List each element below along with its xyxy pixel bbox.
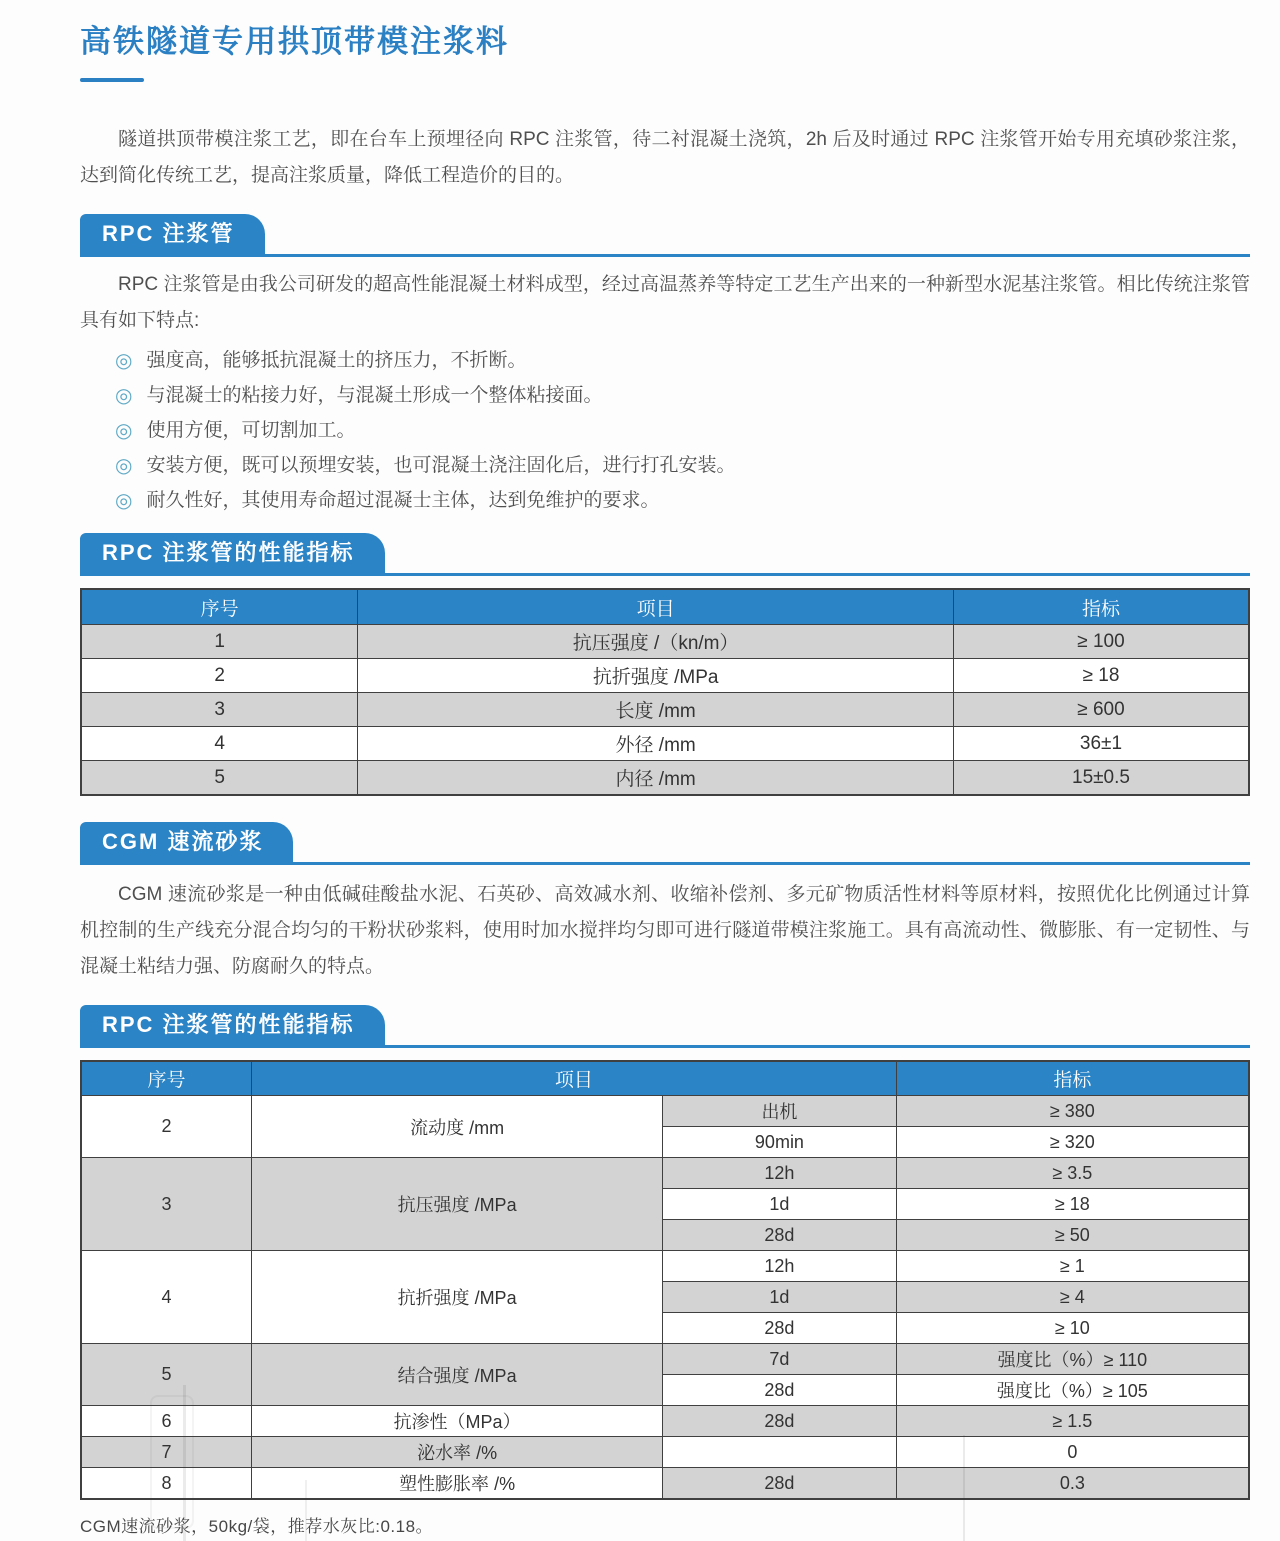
footnote: CGM速流砂浆，50kg/袋，推荐水灰比:0.18。 — [80, 1517, 434, 1536]
item-cell: 长度 /mm — [358, 693, 954, 727]
table-row — [81, 1096, 1249, 1127]
serial-cell: 1 — [81, 625, 358, 659]
value-cell: 0 — [896, 1437, 1249, 1468]
serial-cell: 3 — [81, 693, 358, 727]
page-title: 高铁隧道专用拱顶带模注浆料 — [80, 24, 509, 59]
header-cell-value: 指标 — [953, 589, 1249, 625]
rpc-pipe-description: RPC 注浆管是由我公司研发的超高性能混凝土材料成型，经过高温蒸养等特定工艺生产出来的一种新型水泥基注浆管。相比传统注浆管具有如下特点: — [80, 274, 1250, 331]
table-row — [81, 1406, 1249, 1437]
table-header-row — [81, 1061, 1249, 1096]
header-cell-serial: 序号 — [81, 589, 358, 625]
feature-text: 安装方便，既可以预埋安装，也可混凝土浇注固化后，进行打孔安装。 — [146, 455, 736, 476]
serial-cell: 2 — [81, 659, 358, 693]
item-cell: 抗压强度 /MPa — [252, 1158, 663, 1251]
condition-cell: 28d — [663, 1375, 897, 1406]
serial-cell: 5 — [81, 761, 358, 796]
table-row — [81, 1158, 1249, 1189]
item-cell: 内径 /mm — [358, 761, 954, 796]
serial-cell: 8 — [81, 1468, 252, 1500]
value-cell: 36±1 — [953, 727, 1249, 761]
header-cell-item: 项目 — [358, 589, 954, 625]
header-cell-serial: 序号 — [81, 1061, 252, 1096]
feature-item — [115, 417, 1250, 445]
bullseye-bullet-icon: ◎ — [115, 420, 133, 442]
item-cell: 泌水率 /% — [252, 1437, 663, 1468]
item-cell: 抗压强度 /（kn/m） — [358, 625, 954, 659]
condition-cell: 出机 — [663, 1096, 897, 1127]
condition-cell: 12h — [663, 1251, 897, 1282]
value-cell: ≥ 3.5 — [896, 1158, 1249, 1189]
serial-cell: 5 — [81, 1344, 252, 1406]
serial-cell: 4 — [81, 727, 358, 761]
rpc-performance-table — [80, 588, 1250, 796]
feature-text: 强度高，能够抵抗混凝土的挤压力，不折断。 — [146, 350, 527, 371]
table-header-row — [81, 589, 1249, 625]
section-tab-cgm: CGM 速流砂浆 — [80, 822, 293, 862]
table-row — [81, 1468, 1249, 1500]
section-bar-cgm-performance — [80, 1005, 1250, 1048]
value-cell: ≥ 1.5 — [896, 1406, 1249, 1437]
feature-item — [115, 347, 1250, 375]
condition-cell: 28d — [663, 1468, 897, 1500]
value-cell: 强度比（%）≥ 105 — [896, 1375, 1249, 1406]
cgm-description: CGM 速流砂浆是一种由低碱硅酸盐水泥、石英砂、高效减水剂、收缩补偿剂、多元矿物质活性材料等原材料，按照优化比例通过计算机控制的生产线充分混合均匀的干粉状砂浆料，使用时加水搅拌均匀即可进行隧道带模注浆施工。具有高流动性、微膨胀、有一定韧性、与混凝土粘结力强、防腐耐久的特点。 — [80, 884, 1250, 977]
bullseye-bullet-icon: ◎ — [115, 385, 133, 407]
condition-cell: 12h — [663, 1158, 897, 1189]
feature-text: 使用方便，可切割加工。 — [146, 420, 356, 441]
bullseye-bullet-icon: ◎ — [115, 490, 133, 512]
condition-cell: 28d — [663, 1406, 897, 1437]
value-cell: 强度比（%）≥ 110 — [896, 1344, 1249, 1375]
table-row — [81, 1251, 1249, 1282]
feature-text: 与混凝士的粘接力好，与混凝土形成一个整体粘接面。 — [146, 385, 603, 406]
condition-cell: 28d — [663, 1220, 897, 1251]
value-cell: ≥ 320 — [896, 1127, 1249, 1158]
item-cell: 抗渗性（MPa） — [252, 1406, 663, 1437]
table-row — [81, 1344, 1249, 1375]
item-cell: 抗折强度 /MPa — [358, 659, 954, 693]
serial-cell: 6 — [81, 1406, 252, 1437]
value-cell: 15±0.5 — [953, 761, 1249, 796]
header-cell-item: 项目 — [252, 1061, 897, 1096]
condition-cell: 7d — [663, 1344, 897, 1375]
value-cell: 0.3 — [896, 1468, 1249, 1500]
item-cell: 结合强度 /MPa — [252, 1344, 663, 1406]
condition-cell: 90min — [663, 1127, 897, 1158]
feature-item — [115, 487, 1250, 515]
value-cell: ≥ 18 — [896, 1189, 1249, 1220]
table-row — [81, 625, 1249, 659]
item-cell: 抗折强度 /MPa — [252, 1251, 663, 1344]
table-row — [81, 727, 1249, 761]
value-cell: ≥ 100 — [953, 625, 1249, 659]
title-underline — [80, 78, 144, 82]
item-cell: 流动度 /mm — [252, 1096, 663, 1158]
table-row — [81, 1437, 1249, 1468]
section-tab-rpc-performance: RPC 注浆管的性能指标 — [80, 533, 385, 573]
section-bar-cgm — [80, 822, 1250, 865]
item-cell: 外径 /mm — [358, 727, 954, 761]
bullseye-bullet-icon: ◎ — [115, 455, 133, 477]
section-tab-cgm-performance: RPC 注浆管的性能指标 — [80, 1005, 385, 1045]
feature-item — [115, 452, 1250, 480]
condition-cell — [663, 1437, 897, 1468]
cgm-performance-table — [80, 1060, 1250, 1500]
section-tab-rpc-pipe: RPC 注浆管 — [80, 214, 265, 254]
value-cell: ≥ 600 — [953, 693, 1249, 727]
feature-item — [115, 382, 1250, 410]
condition-cell: 1d — [663, 1189, 897, 1220]
table-row — [81, 659, 1249, 693]
serial-cell: 7 — [81, 1437, 252, 1468]
table-row — [81, 761, 1249, 796]
condition-cell: 1d — [663, 1282, 897, 1313]
section-bar-rpc-performance — [80, 533, 1250, 576]
value-cell: ≥ 50 — [896, 1220, 1249, 1251]
table-row — [81, 693, 1249, 727]
value-cell: ≥ 380 — [896, 1096, 1249, 1127]
rpc-feature-list — [115, 347, 1250, 515]
value-cell: ≥ 10 — [896, 1313, 1249, 1344]
intro-paragraph: 隧道拱顶带模注浆工艺，即在台车上预埋径向 RPC 注浆管，待二衬混凝土浇筑，2h 后及时通过 RPC 注浆管开始专用充填砂浆注浆，达到简化传统工艺，提高注浆质量，降低工程造价的目的。 — [80, 129, 1250, 186]
serial-cell: 3 — [81, 1158, 252, 1251]
feature-text: 耐久性好，其使用寿命超过混凝士主体，达到免维护的要求。 — [146, 490, 660, 511]
value-cell: ≥ 4 — [896, 1282, 1249, 1313]
value-cell: ≥ 1 — [896, 1251, 1249, 1282]
bullseye-bullet-icon: ◎ — [115, 350, 133, 372]
value-cell: ≥ 18 — [953, 659, 1249, 693]
serial-cell: 4 — [81, 1251, 252, 1344]
item-cell: 塑性膨胀率 /% — [252, 1468, 663, 1500]
header-cell-value: 指标 — [896, 1061, 1249, 1096]
serial-cell: 2 — [81, 1096, 252, 1158]
condition-cell: 28d — [663, 1313, 897, 1344]
section-bar-rpc-pipe — [80, 214, 1250, 257]
